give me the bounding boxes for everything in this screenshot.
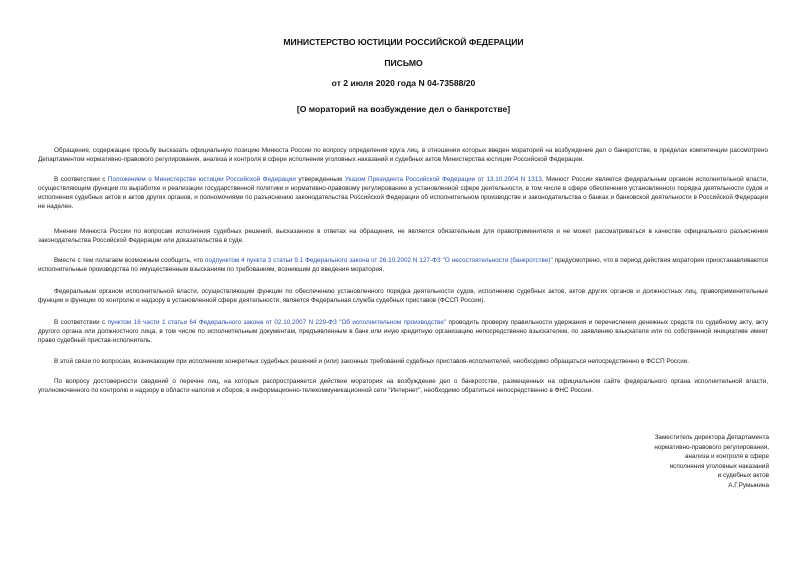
paragraph-6-text-2: проводить проверку правильности удержания и перечисления денежных средств по судебному акту, акту другого органа или должностного лица, в том числе по исполнительным документам, предъявленным в банк или иную кредитную организацию непосредственно взыскателем, по заявлению взыскателя или по собственной инициативе имеет право судебный пристав-исполнитель.	[38, 319, 768, 344]
ministry-title: МИНИСТЕРСТВО ЮСТИЦИИ РОССИЙСКОЙ ФЕДЕРАЦИИ	[283, 37, 524, 47]
paragraph-2	[38, 176, 768, 212]
paragraph-4-text-2: предусмотрено, что в период действия моратория приостанавливаются исполнительные производства по имущественным взысканиям по требованиям, возникшим до введения моратория.	[38, 257, 768, 273]
paragraph-6-text-1: В соответствии с	[54, 319, 108, 326]
paragraph-1: Обращение, содержащее просьбу высказать официальную позицию Минюста России по вопросу определения круга лиц, в отношении которых введен мораторий на возбуждение дел о банкротстве, в пределах компетенции рассмотрено Департаментом нормативно-правового регулирования, анализа и контроля в сфере исполнения уголовных наказаний и судебных актов Министерства юстиции Российской Федерации.	[38, 147, 768, 163]
signature-line-4: исполнения уголовных наказаний	[669, 462, 769, 470]
paragraph-2-text-1: В соответствии с	[54, 176, 108, 183]
link-bankruptcy-law[interactable]: подпунктом 4 пункта 3 статьи 9.1 Федерального закона от 26.10.2002 N 127-ФЗ "О несостоятельности (банкротстве)"	[205, 257, 553, 264]
link-ministry-regulation[interactable]: Положением о Министерстве юстиции Российской Федерации	[107, 176, 296, 183]
signature-line-5: и судебных актов	[717, 472, 769, 480]
signatory-name: А.Г.Румынина	[728, 481, 769, 489]
signature-line-2: нормативно-правового регулирования,	[654, 443, 769, 451]
document-date-number: от 2 июля 2020 года N 04-73588/20	[331, 78, 476, 88]
document-type: ПИСЬМО	[384, 58, 423, 68]
signature-line-3: анализа и контроля в сфере	[684, 453, 769, 461]
paragraph-4	[38, 257, 768, 275]
link-enforcement-law[interactable]: пунктом 16 части 1 статьи 64 Федерального закона от 02.10.2007 N 229-ФЗ "Об исполнительном производстве"	[107, 319, 447, 326]
paragraph-5: Федеральным органом исполнительной власти, осуществляющим функции по обеспечению установленного порядка деятельности судов, исполнению судебных актов, актов других органов и должностных лиц, правоприменительные функции и функции по контролю и надзору в установленной сфере деятельности, является Федеральная служба судебных приставов (ФССП России).	[38, 288, 768, 304]
paragraph-2-text-3: , Минюст России является федеральным органом исполнительной власти, осуществляющим функции по выработке и реализации государственной политики и нормативно-правовому регулированию в установленной сфере деятельности, в том числе в сфере обеспечения установленного порядка деятельности судов и исполнения судебных актов и актов других органов, и полномочиями по разъяснению законодательства Российской Федерации об исполнительном производстве и законодательства о банках и банковской деятельности в Российской Федерации не наделен.	[38, 176, 768, 210]
link-presidential-decree[interactable]: Указом Президента Российской Федерации от 13.10.2004 N 1313	[344, 176, 542, 183]
paragraph-7: В этой связи по вопросам, возникающим при исполнении конкретных судебных решений и (или) законных требований судебных приставов-исполнителей, необходимо обращаться непосредственно в ФССП России.	[54, 358, 690, 365]
document-subject: [О мораторий на возбуждение дел о банкротстве]	[296, 104, 511, 114]
paragraph-3: Мнение Минюста России по вопросам исполнения судебных решений, высказанное в ответах на обращения, не является обязательным для правоприменителя и не может рассматриваться в качестве официального разъяснения законодательства Российской Федерации или доказательства в суде.	[38, 228, 768, 244]
paragraph-6	[38, 319, 768, 346]
paragraph-8: По вопросу достоверности сведений о перечне лиц, на которых распространяется действие моратория на возбуждение дел о банкротстве, размещенных на официальном сайте федерального органа исполнительной власти, уполномоченного по контролю и надзору в области налогов и сборов, в информационно-телекоммуникационной сети "Интернет", необходимо обратиться непосредственно в ФНС России.	[38, 378, 768, 394]
paragraph-2-text-2: утвержденным	[295, 176, 345, 183]
paragraph-4-text-1: Вместе с тем полагаем возможным сообщить, что	[54, 257, 206, 264]
signature-block	[569, 433, 769, 491]
signature-line-1: Заместитель директора Департамента	[654, 434, 769, 441]
